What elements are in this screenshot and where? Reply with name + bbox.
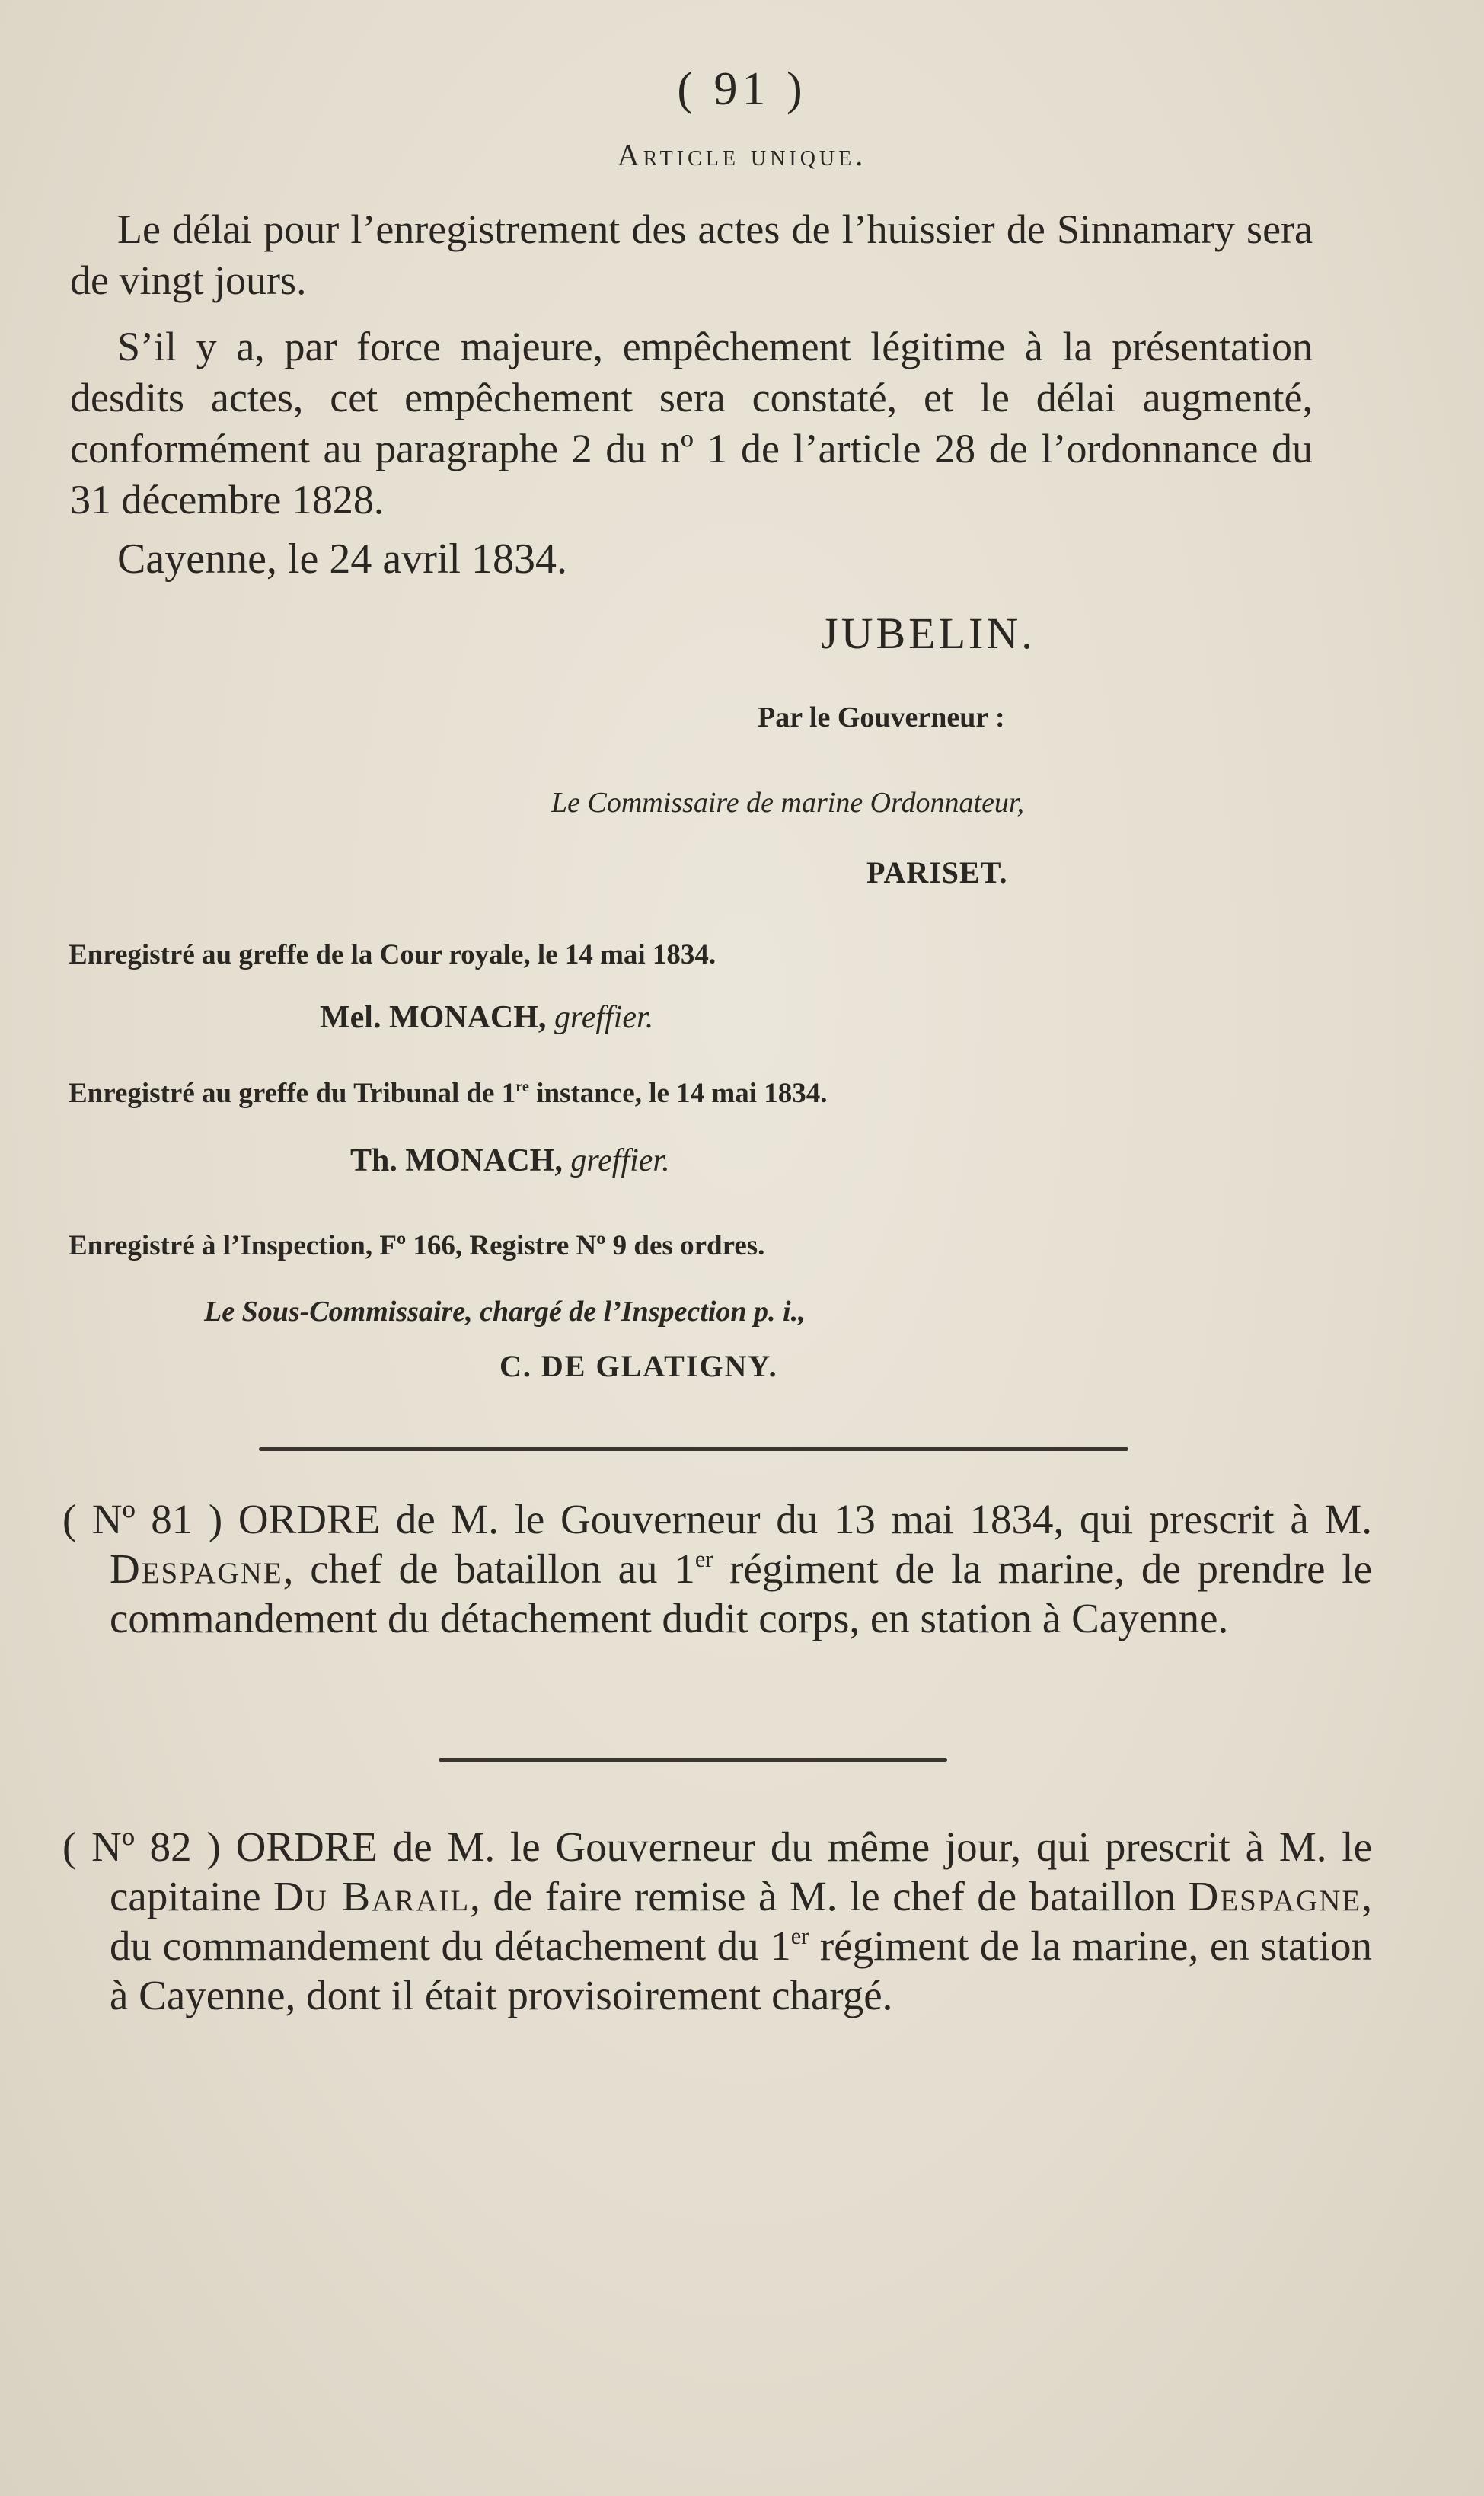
order-text: , du commandement du détachement du 1 — [110, 1873, 1372, 1969]
date-line: Cayenne, le 24 avril 1834. — [117, 535, 567, 583]
signature-glatigny: C. DE GLATIGNY. — [499, 1349, 778, 1383]
paragraph-1: Le délai pour l’enregistrement des actes de l’huissier de Sinnamary sera de vingt jours. — [70, 206, 1313, 303]
registration-superscript: re — [515, 1078, 529, 1095]
order-number: ( Nº 81 ) — [62, 1496, 223, 1542]
order-text: , chef de bataillon au 1 — [282, 1545, 695, 1592]
registration-tribunal — [69, 1077, 828, 1110]
signer-title: greffier. — [554, 1000, 654, 1035]
registration-text-before: Enregistré au greffe du Tribunal de 1 — [69, 1078, 516, 1109]
paragraph-2: S’il y a, par force majeure, empêchement légitime à la présentation desdits actes, cet empêchement sera constaté, et le délai augmenté, conformément au paragraphe 2 du nº 1 de l’article 28 de l’ordonnance du 31 décembre 1828. — [70, 324, 1313, 523]
registration-inspection: Enregistré à l’Inspection, Fº 166, Registre Nº 9 des ordres. — [69, 1230, 765, 1261]
signer-name: Th. MONACH, — [350, 1143, 563, 1178]
order-text: ORDRE de M. le Gouverneur du même jour, qui prescrit à M. le capitaine — [110, 1823, 1372, 1919]
order-82 — [62, 1822, 1372, 2020]
par-le-gouverneur: Par le Gouverneur : — [758, 702, 1005, 733]
commissaire-line: Le Commissaire de marine Ordonnateur, — [551, 787, 1025, 819]
page-number: ( 91 ) — [677, 63, 807, 115]
order-superscript: er — [694, 1545, 713, 1572]
sous-commissaire-line: Le Sous-Commissaire, chargé de l’Inspection p. i., — [204, 1296, 806, 1328]
order-text: régiment de la marine, en station à Cayenne, dont il était provisoirement chargé. — [110, 1922, 1373, 2018]
order-number: ( Nº 82 ) — [62, 1823, 221, 1870]
registration-cour-royale: Enregistré au greffe de la Cour royale, le 14 mai 1834. — [69, 939, 716, 970]
signer-th-monach — [350, 1143, 670, 1179]
signature-jubelin: JUBELIN. — [821, 609, 1036, 658]
order-superscript: er — [790, 1922, 809, 1949]
order-person-name: Du Barail — [273, 1873, 471, 1919]
registration-text-after: instance, le 14 mai 1834. — [528, 1078, 828, 1109]
article-heading: Article unique. — [617, 138, 867, 172]
order-81 — [62, 1494, 1372, 1643]
order-text: , de faire remise à M. le chef de bataillon — [470, 1873, 1189, 1919]
order-text: régiment de la marine, de prendre le commandement du détachement dudit corps, en station à Cayenne. — [110, 1545, 1372, 1641]
separator-rule — [259, 1447, 1128, 1451]
signature-pariset: PARISET. — [866, 855, 1008, 890]
order-person-name: Despagne — [110, 1545, 283, 1592]
signer-name: Mel. MONACH, — [320, 1000, 547, 1035]
signer-mel-monach — [320, 999, 653, 1036]
separator-rule — [439, 1758, 947, 1762]
signer-title: greffier. — [570, 1143, 670, 1178]
order-text: ORDRE de M. le Gouverneur du 13 mai 1834, qui prescrit à M. — [222, 1496, 1372, 1542]
order-person-name: Despagne — [1188, 1873, 1362, 1919]
